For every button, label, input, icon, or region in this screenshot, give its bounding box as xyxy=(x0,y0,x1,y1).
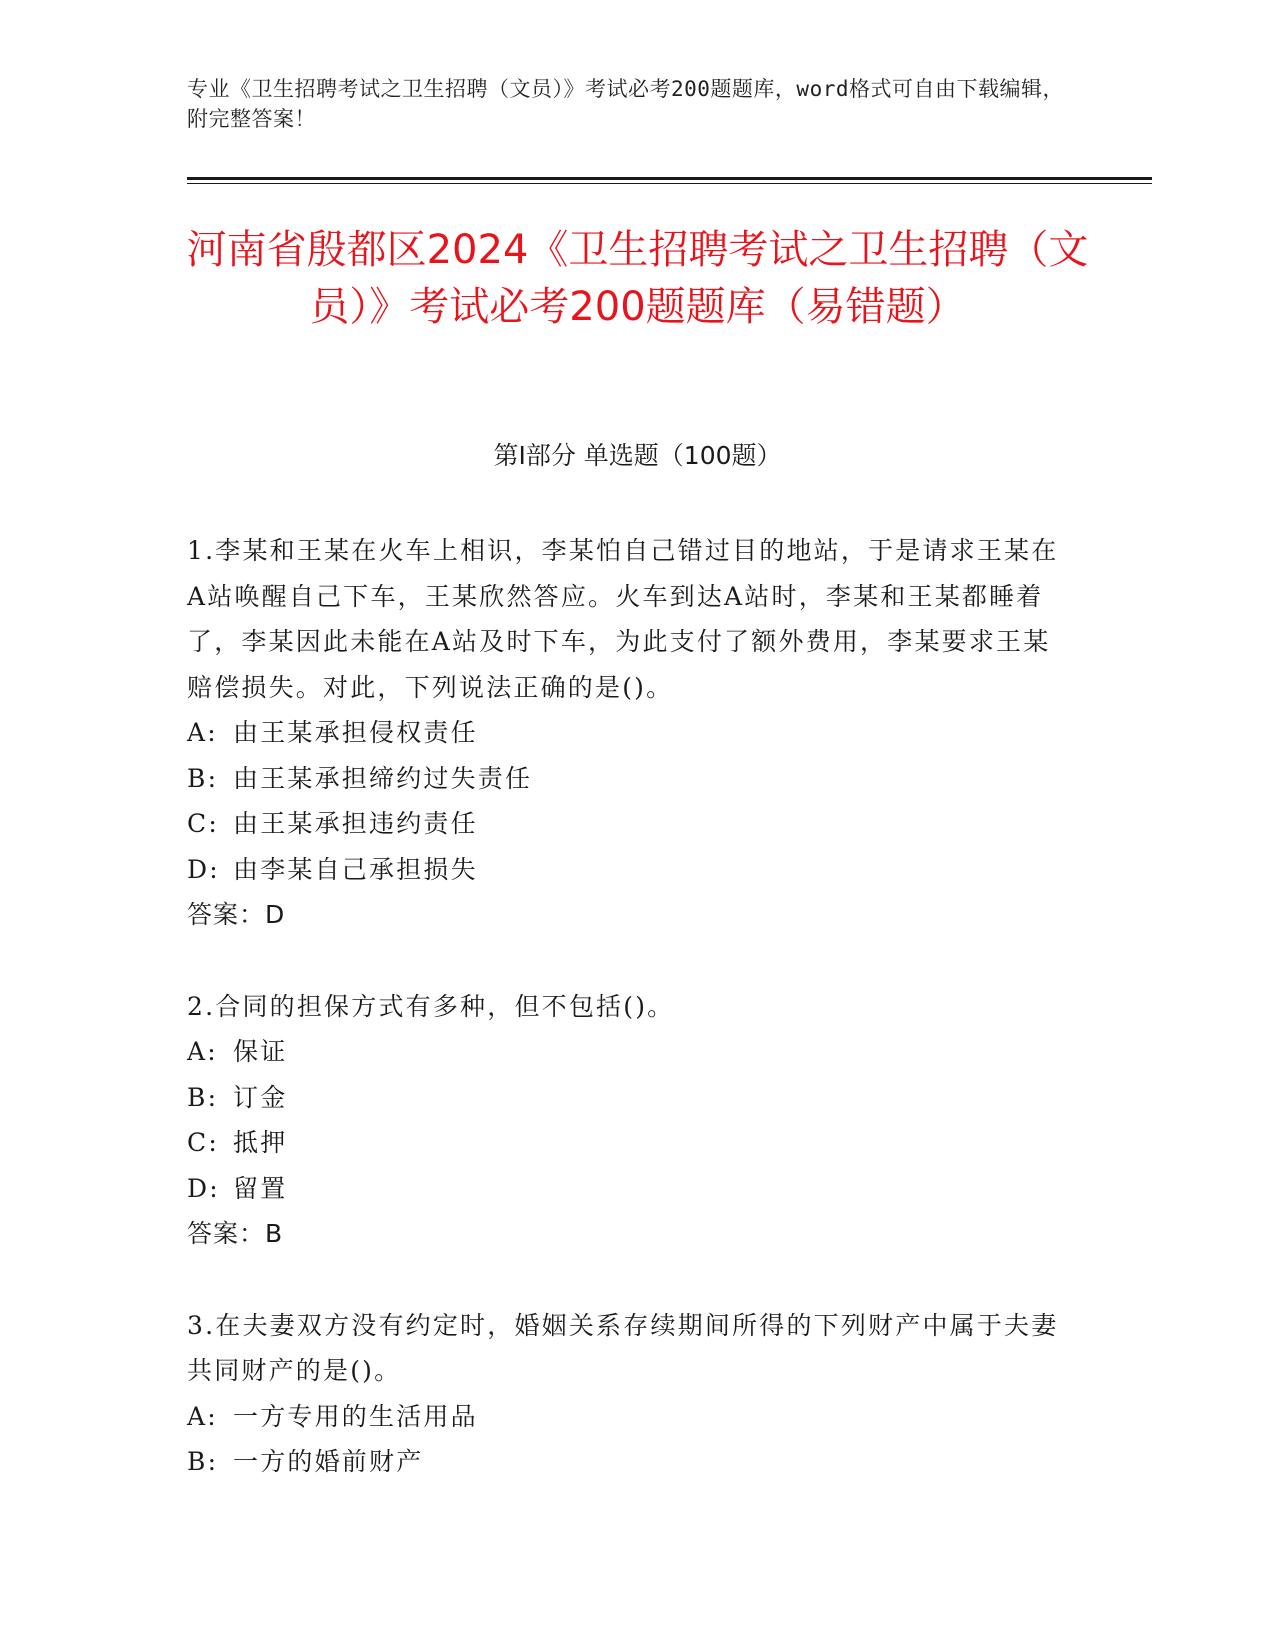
option-text: 订金 xyxy=(233,1082,288,1112)
question-stem: 1.李某和王某在火车上相识，李某怕自己错过目的地站，于是请求王某在A站唤醒自己下车，王某欣然答应。火车到达A站时，李某和王某都睡着了，李某因此未能在A站及时下车，为此支付了额外费用，李某要求王某赔偿损失。对此，下列说法正确的是()。 xyxy=(187,536,1059,702)
option-c xyxy=(187,801,1067,847)
option-d xyxy=(187,847,1067,893)
answer: 答案：B xyxy=(187,1219,284,1248)
question-3 xyxy=(187,1303,1067,1485)
option-key: A: xyxy=(187,1037,218,1066)
option-key: A: xyxy=(187,1401,218,1431)
option-a xyxy=(187,1394,1067,1440)
question-2 xyxy=(187,984,1067,1257)
document-title: 河南省殷都区2024《卫生招聘考试之卫生招聘（文员）》考试必考200题题库（易错题） xyxy=(186,227,1089,330)
option-text: 抵押 xyxy=(233,1128,288,1157)
option-key: D: xyxy=(187,1173,220,1203)
option-key: B: xyxy=(187,1082,219,1112)
option-text: 一方的婚前财产 xyxy=(233,1447,424,1476)
section-title: 第I部分 单选题（100题） xyxy=(493,441,782,470)
option-d xyxy=(187,1166,1067,1212)
option-key: C: xyxy=(187,809,219,838)
option-key: B: xyxy=(187,763,219,793)
question-list xyxy=(187,528,1067,1531)
answer: 答案：D xyxy=(187,900,286,929)
option-text: 由王某承担缔约过失责任 xyxy=(233,763,533,793)
header-note: 专业《卫生招聘考试之卫生招聘（文员）》考试必考200题题库，word格式可自由下载编辑，附完整答案！ xyxy=(187,77,1064,131)
option-b xyxy=(187,1439,1067,1485)
option-text: 由李某自己承担损失 xyxy=(233,854,478,884)
option-text: 一方专用的生活用品 xyxy=(233,1401,478,1431)
option-c xyxy=(187,1120,1067,1166)
option-text: 由王某承担侵权责任 xyxy=(233,718,478,747)
option-a xyxy=(187,710,1067,756)
option-text: 保证 xyxy=(233,1037,288,1066)
option-b xyxy=(187,1075,1067,1121)
option-key: C: xyxy=(187,1128,219,1157)
option-key: A: xyxy=(187,718,218,747)
option-key: B: xyxy=(187,1447,219,1476)
option-text: 由王某承担违约责任 xyxy=(233,809,478,838)
option-a xyxy=(187,1029,1067,1075)
header-divider-thick xyxy=(187,177,1152,180)
header-divider-thin xyxy=(187,183,1152,184)
question-stem: 3.在夫妻双方没有约定时，婚姻关系存续期间所得的下列财产中属于夫妻共同财产的是()。 xyxy=(187,1310,1059,1385)
option-key: D: xyxy=(187,854,220,884)
question-1 xyxy=(187,528,1067,938)
question-stem: 2.合同的担保方式有多种，但不包括()。 xyxy=(187,991,675,1021)
option-text: 留置 xyxy=(233,1173,288,1203)
option-b xyxy=(187,756,1067,802)
